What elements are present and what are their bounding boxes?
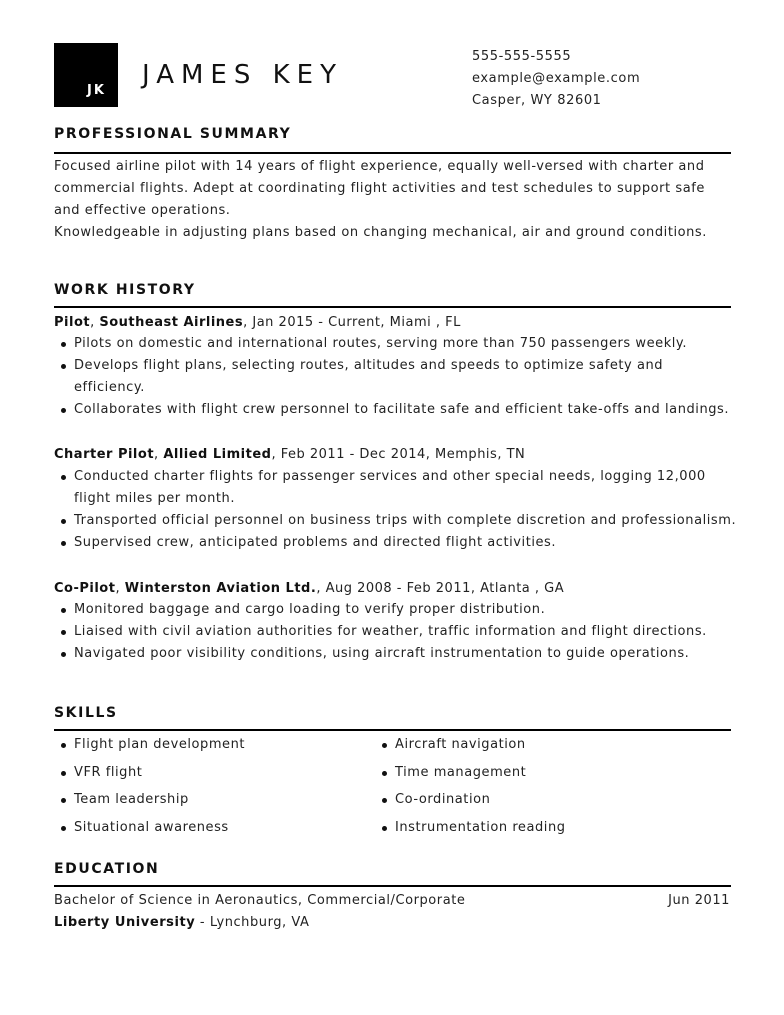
job-bullet: Monitored baggage and cargo loading to verify proper distribution.	[58, 599, 738, 621]
job-company: Winterston Aviation Ltd.	[124, 581, 317, 596]
job-company: Southeast Airlines	[99, 315, 244, 330]
job-details: , Aug 2008 - Feb 2011, Atlanta , GA	[316, 581, 565, 596]
skill-item: Situational awareness	[58, 820, 229, 835]
job-bullet: Collaborates with flight crew personnel to facilitate safe and efficient take-offs and landings.	[58, 399, 738, 421]
education-date: Jun 2011	[668, 893, 730, 908]
job-header: Co-Pilot, Winterston Aviation Ltd., Aug 2008 - Feb 2011, Atlanta , GA	[54, 581, 565, 596]
summary-paragraph-2: Knowledgeable in adjusting plans based on changing mechanical, air and ground conditions.	[54, 225, 707, 240]
summary-text	[54, 156, 734, 244]
job-bullet: Liaised with civil aviation authorities for weather, traffic information and flight directions.	[58, 621, 738, 643]
summary-divider	[54, 152, 731, 154]
skills-divider	[54, 729, 731, 731]
work-history-heading: WORK HISTORY	[54, 282, 196, 298]
contact-block	[472, 46, 640, 112]
skills-heading: SKILLS	[54, 705, 118, 721]
job-header: Pilot, Southeast Airlines, Jan 2015 - Current, Miami , FL	[54, 315, 461, 330]
education-location: - Lynchburg, VA	[195, 915, 310, 930]
education-heading: EDUCATION	[54, 861, 160, 877]
job-company: Allied Limited	[163, 447, 272, 462]
skill-item: Co-ordination	[379, 792, 490, 807]
job-bullets	[58, 466, 738, 554]
job-bullet: Develops flight plans, selecting routes, altitudes and speeds to optimize safety and efficiency.	[58, 355, 738, 399]
work-history-divider	[54, 306, 731, 308]
education-school-line	[54, 915, 309, 930]
skill-item: Time management	[379, 765, 526, 780]
skill-item: VFR flight	[58, 765, 142, 780]
job-role: Pilot	[54, 315, 91, 330]
job-details: , Jan 2015 - Current, Miami , FL	[243, 315, 461, 330]
job-bullet: Conducted charter flights for passenger services and other special needs, logging 12,000 flight miles per month.	[58, 466, 738, 510]
summary-paragraph-1: Focused airline pilot with 14 years of flight experience, equally well-versed with charter and commercial flights. Adept at coordinating flight activities and test schedules to support safe and effective operations.	[54, 159, 705, 218]
contact-location: Casper, WY 82601	[472, 93, 602, 108]
monogram-initials: JK	[87, 83, 106, 98]
job-bullets	[58, 599, 738, 665]
job-bullet: Supervised crew, anticipated problems and directed flight activities.	[58, 532, 738, 554]
skill-item: Flight plan development	[58, 737, 245, 752]
job-header: Charter Pilot, Allied Limited, Feb 2011 - Dec 2014, Memphis, TN	[54, 447, 526, 462]
job-bullets	[58, 333, 738, 421]
job-bullet: Navigated poor visibility conditions, using aircraft instrumentation to guide operations.	[58, 643, 738, 665]
skill-item: Aircraft navigation	[379, 737, 526, 752]
contact-phone: 555-555-5555	[472, 49, 572, 64]
summary-heading: PROFESSIONAL SUMMARY	[54, 126, 292, 142]
job-bullet: Pilots on domestic and international routes, serving more than 750 passengers weekly.	[58, 333, 738, 355]
skill-item: Instrumentation reading	[379, 820, 566, 835]
education-school: Liberty University	[54, 915, 196, 930]
job-details: , Feb 2011 - Dec 2014, Memphis, TN	[271, 447, 526, 462]
job-role: Charter Pilot	[54, 447, 155, 462]
education-divider	[54, 885, 731, 887]
monogram-badge	[54, 43, 118, 107]
candidate-name: JAMES KEY	[142, 60, 343, 90]
skill-item: Team leadership	[58, 792, 189, 807]
contact-email: example@example.com	[472, 71, 641, 86]
job-bullet: Transported official personnel on business trips with complete discretion and professionalism.	[58, 510, 738, 532]
job-role: Co-Pilot	[54, 581, 116, 596]
education-degree: Bachelor of Science in Aeronautics, Commercial/Corporate	[54, 893, 466, 908]
